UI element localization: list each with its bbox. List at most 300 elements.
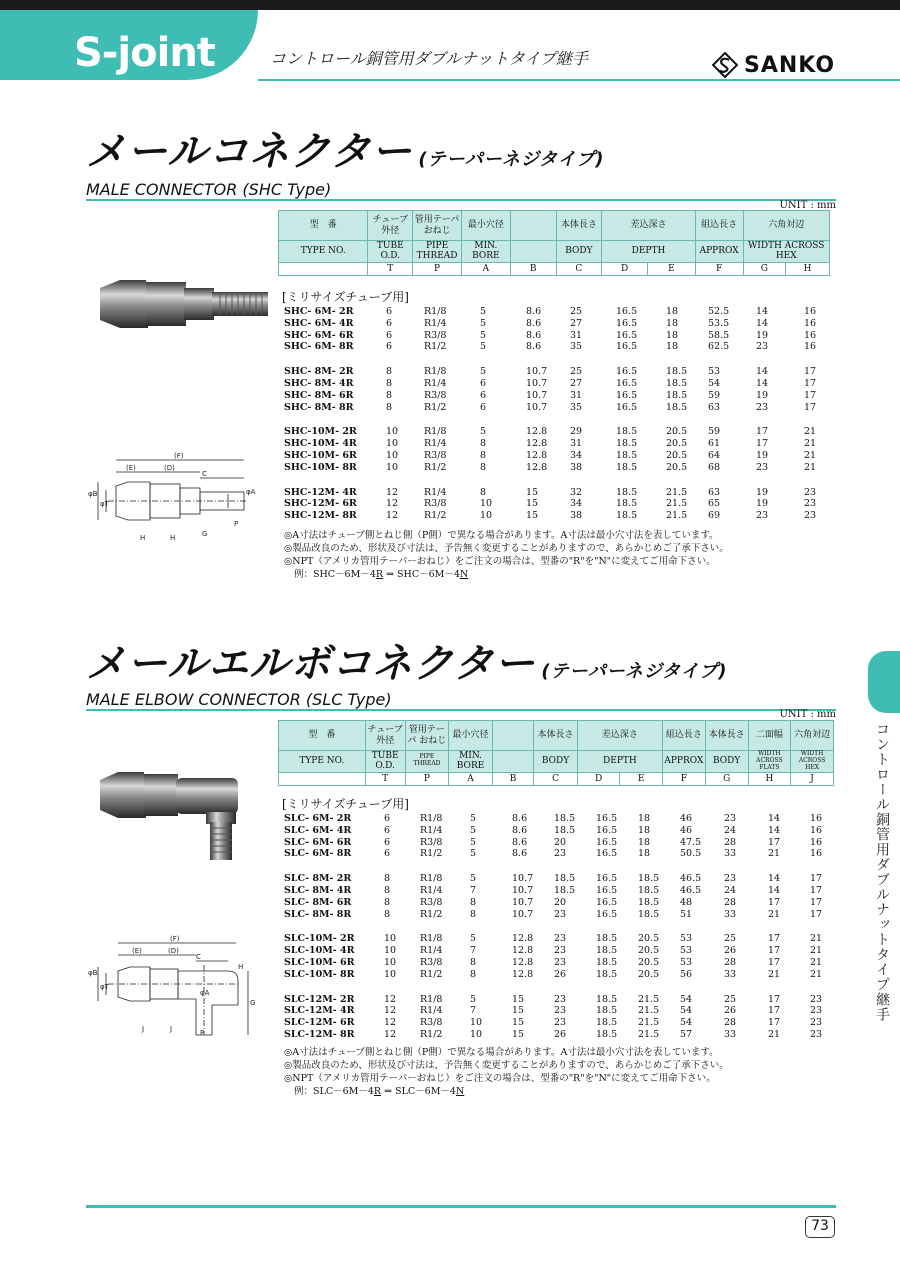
table-cell: 18.5 <box>616 498 638 510</box>
table-cell: 12.8 <box>512 945 534 957</box>
dim-label: C <box>196 953 201 961</box>
table-cell: 17 <box>768 956 781 968</box>
hdr-jp-blank <box>492 721 533 751</box>
table-cell: 8.6 <box>526 317 542 329</box>
table-cell: 14 <box>756 306 769 317</box>
table-cell: 21 <box>768 1028 781 1040</box>
table-cell: 31 <box>570 329 583 341</box>
table-cell: 18.5 <box>666 377 688 389</box>
table-cell: 18.5 <box>554 813 576 824</box>
table-cell: 20.5 <box>638 945 660 957</box>
part-number: SLC- 6M- 6R <box>284 836 352 848</box>
table-cell: 8.6 <box>512 813 528 824</box>
maker-name: SANKO <box>744 52 836 78</box>
catalog-subtitle: コントロール銅管用ダブルナットタイプ継手 <box>270 49 588 68</box>
section2-subheading: [ミリサイズチューブ用] <box>282 797 409 811</box>
table-cell: 5 <box>470 873 477 885</box>
part-number: SLC- 8M- 8R <box>284 908 352 920</box>
table-cell: 5 <box>480 341 487 353</box>
hdr-en-body2: BODY <box>705 751 748 773</box>
table-cell: 18.5 <box>596 956 618 968</box>
table-cell: 8.6 <box>512 824 528 836</box>
hdr-jp-body2: 本体長さ <box>705 721 748 751</box>
table-cell: 53 <box>708 366 721 378</box>
table-cell: 18 <box>638 824 651 836</box>
table-cell: R3/8 <box>424 389 447 401</box>
table-cell: 16.5 <box>616 306 638 317</box>
hdr-jp-depth: 差込深さ <box>602 211 696 241</box>
table-cell: 20 <box>554 836 567 848</box>
table-cell: 8.6 <box>512 848 528 860</box>
table-cell: 54 <box>708 377 721 389</box>
table-cell: R1/4 <box>420 945 443 957</box>
table-cell: 18.5 <box>638 884 660 896</box>
hdr-en-type: TYPE NO. <box>279 751 366 773</box>
table-cell: 21 <box>768 968 781 980</box>
table-cell: 24 <box>724 824 737 836</box>
table-cell: R1/4 <box>420 824 443 836</box>
table-cell: 38 <box>570 461 583 473</box>
table-cell: R1/2 <box>420 908 443 920</box>
hdr-en-type: TYPE NO. <box>279 241 368 263</box>
table-cell: 21 <box>804 438 817 450</box>
table-cell: R1/2 <box>424 401 447 413</box>
table-cell: 46 <box>680 824 693 836</box>
top-black-bar <box>0 0 900 10</box>
table-cell: 16.5 <box>596 884 618 896</box>
table-cell: 19 <box>756 329 769 341</box>
part-number: SHC- 6M- 8R <box>284 341 354 353</box>
hdr-letter: G <box>705 772 748 785</box>
dim-label: G <box>202 530 208 538</box>
part-number: SLC- 6M- 4R <box>284 824 352 836</box>
table-cell: 35 <box>570 341 583 353</box>
table-cell: 10.7 <box>512 884 534 896</box>
hdr-en-approx: APPROX <box>695 241 743 263</box>
part-number: SHC- 8M- 4R <box>284 377 354 389</box>
section1-rule <box>86 199 836 201</box>
table-cell: 21.5 <box>638 1028 660 1040</box>
example-n: N <box>459 569 469 580</box>
table-cell: R1/8 <box>424 426 447 438</box>
table-cell: 12 <box>386 498 399 510</box>
hdr-en-pipe: PIPE THREAD <box>413 241 462 263</box>
table-cell: 20.5 <box>638 933 660 945</box>
table-cell: 16 <box>810 836 823 848</box>
hdr-jp-hex: 六角対辺 <box>743 211 830 241</box>
dim-label: (F) <box>174 452 184 460</box>
table-cell: 8 <box>386 401 393 413</box>
hdr-letter: G <box>743 262 786 275</box>
table-cell: R1/8 <box>420 993 443 1005</box>
table-cell: R3/8 <box>424 498 447 510</box>
table-cell: 14 <box>768 873 781 885</box>
section1-title <box>86 120 604 177</box>
table-cell: 21 <box>810 933 823 945</box>
table-cell: 23 <box>554 933 567 945</box>
hdr-en-pipe: PIPE THREAD <box>405 751 449 773</box>
table-cell: 23 <box>554 1005 567 1017</box>
part-number: SHC- 6M- 4R <box>284 317 354 329</box>
example-text: 例：SHC－6M－4 <box>294 569 376 580</box>
table-cell: 46.5 <box>680 884 702 896</box>
table-cell: 23 <box>724 813 737 824</box>
dim-label: C <box>202 470 207 478</box>
table-cell: 17 <box>768 1005 781 1017</box>
dim-label: P <box>200 1029 205 1037</box>
table-cell: R1/8 <box>424 306 447 317</box>
example-n: N <box>455 1086 465 1097</box>
part-number: SLC-10M- 6R <box>284 956 355 968</box>
table-cell: 18.5 <box>616 438 638 450</box>
brand-banner <box>0 10 258 80</box>
table-cell: R1/8 <box>420 813 443 824</box>
table-cell: 23 <box>810 1028 823 1040</box>
section1-subheading: [ミリサイズチューブ用] <box>282 290 409 304</box>
table-cell: 23 <box>810 1017 823 1029</box>
table-cell: 68 <box>708 461 721 473</box>
part-number: SLC- 8M- 6R <box>284 896 352 908</box>
table-cell: 17 <box>804 389 817 401</box>
table-cell: 12.8 <box>512 956 534 968</box>
hdr-en-body: BODY <box>534 751 578 773</box>
table-cell: 47.5 <box>680 836 702 848</box>
table-cell: 16 <box>804 329 817 341</box>
table-cell: 20 <box>554 896 567 908</box>
table-cell: 10 <box>470 1017 483 1029</box>
section1-spec-header <box>278 210 830 276</box>
table-cell: 6 <box>386 341 393 353</box>
table-cell: 28 <box>724 1017 737 1029</box>
dim-label: P <box>234 520 239 528</box>
table-cell: R1/2 <box>424 510 447 522</box>
hdr-en-blank <box>510 241 556 263</box>
table-cell: 16 <box>804 306 817 317</box>
table-cell: 26 <box>554 1028 567 1040</box>
table-cell: R1/4 <box>424 438 447 450</box>
hdr-letter: E <box>647 262 695 275</box>
table-cell: 7 <box>470 945 477 957</box>
table-cell: 16.5 <box>596 836 618 848</box>
section1-title-jp: メールコネクター <box>86 129 413 175</box>
dim-label: (E) <box>132 947 142 955</box>
table-cell: 15 <box>512 993 525 1005</box>
table-cell: 16.5 <box>596 908 618 920</box>
table-cell: 10 <box>386 438 399 450</box>
male-elbow-connector-photo <box>98 762 248 862</box>
hdr-jp-flats: 二面幅 <box>748 721 791 751</box>
dim-label: (E) <box>126 464 136 472</box>
table-cell: 5 <box>470 836 477 848</box>
hdr-jp-bore: 最小穴径 <box>461 211 510 241</box>
table-cell: 23 <box>810 1005 823 1017</box>
dim-label: J <box>142 1025 145 1033</box>
table-cell: 23 <box>554 848 567 860</box>
dim-label: (F) <box>170 935 180 943</box>
table-cell: R1/2 <box>420 968 443 980</box>
table-cell: 63 <box>708 486 721 498</box>
table-cell: 12.8 <box>526 461 548 473</box>
table-cell: 18.5 <box>616 486 638 498</box>
table-cell: 16.5 <box>596 896 618 908</box>
dim-label: φT <box>100 500 109 508</box>
table-cell: 23 <box>804 510 817 522</box>
table-cell: 23 <box>804 486 817 498</box>
table-cell: 10 <box>384 968 397 980</box>
part-number: SLC-12M- 8R <box>284 1028 355 1040</box>
table-cell: 21 <box>768 908 781 920</box>
table-cell: 27 <box>570 317 583 329</box>
part-number: SLC-12M- 6R <box>284 1017 355 1029</box>
table-cell: 50.5 <box>680 848 702 860</box>
part-number: SHC- 8M- 8R <box>284 401 354 413</box>
dim-label: (D) <box>168 947 179 955</box>
table-cell: 18.5 <box>596 993 618 1005</box>
table-cell: 46 <box>680 813 693 824</box>
table-cell: 16.5 <box>596 848 618 860</box>
table-cell: 56 <box>680 968 693 980</box>
table-cell: 6 <box>480 401 487 413</box>
table-cell: R3/8 <box>420 956 443 968</box>
table-cell: 8.6 <box>526 306 542 317</box>
table-cell: 27 <box>570 377 583 389</box>
table-cell: 18 <box>638 836 651 848</box>
table-cell: R1/2 <box>424 461 447 473</box>
table-cell: 8 <box>480 461 487 473</box>
table-cell: 19 <box>756 486 769 498</box>
dim-label: H <box>140 534 146 542</box>
table-cell: 18.5 <box>666 401 688 413</box>
table-cell: 16 <box>804 317 817 329</box>
hdr-en-bore: MIN. BORE <box>449 751 493 773</box>
section1-title-paren: (テーパーネジタイプ) <box>418 149 605 170</box>
table-cell: 17 <box>804 366 817 378</box>
table-cell: 8 <box>480 438 487 450</box>
table-cell: 5 <box>480 329 487 341</box>
table-cell: 15 <box>512 1028 525 1040</box>
table-cell: 17 <box>810 884 823 896</box>
table-cell: 10 <box>386 449 399 461</box>
table-cell: 19 <box>756 389 769 401</box>
table-cell: 10 <box>384 933 397 945</box>
section2-title-jp: メールエルボコネクター <box>86 641 536 687</box>
table-cell: R1/4 <box>420 1005 443 1017</box>
sanko-mark-icon <box>712 52 738 78</box>
table-cell: 69 <box>708 510 721 522</box>
table-cell: 32 <box>570 486 583 498</box>
table-cell: 18.5 <box>554 884 576 896</box>
table-cell: 23 <box>756 401 769 413</box>
table-cell: 20.5 <box>666 449 688 461</box>
table-cell: 14 <box>756 377 769 389</box>
table-cell: 23 <box>554 945 567 957</box>
table-cell: 10.7 <box>526 389 548 401</box>
table-cell: 17 <box>768 1017 781 1029</box>
table-cell: 17 <box>810 896 823 908</box>
hdr-jp-hex: 六角対辺 <box>791 721 834 751</box>
hdr-en-bore: MIN. BORE <box>461 241 510 263</box>
hdr-en-depth: DEPTH <box>577 751 662 773</box>
note-example <box>284 568 729 581</box>
part-number: SHC- 6M- 2R <box>284 306 354 317</box>
part-number: SHC-12M- 6R <box>284 498 357 510</box>
table-cell: 20.5 <box>666 426 688 438</box>
male-connector-photo <box>96 268 272 340</box>
table-cell: 5 <box>470 813 477 824</box>
table-cell: 6 <box>386 306 393 317</box>
table-cell: 12 <box>386 510 399 522</box>
table-cell: 5 <box>480 366 487 378</box>
table-cell: 10.7 <box>526 377 548 389</box>
table-cell: 28 <box>724 956 737 968</box>
hdr-letter-blank <box>279 262 368 275</box>
table-cell: 54 <box>680 993 693 1005</box>
hdr-letter: D <box>602 262 648 275</box>
table-cell: 21.5 <box>666 510 688 522</box>
table-cell: 18.5 <box>666 389 688 401</box>
section2-title <box>86 632 727 689</box>
table-cell: 61 <box>708 438 721 450</box>
table-cell: 17 <box>768 945 781 957</box>
table-cell: 18.5 <box>638 873 660 885</box>
table-cell: 15 <box>526 510 539 522</box>
hdr-en-depth: DEPTH <box>602 241 696 263</box>
table-cell: 12.8 <box>526 438 548 450</box>
table-cell: 16.5 <box>616 389 638 401</box>
hdr-jp-body: 本体長さ <box>556 211 602 241</box>
section2-rule <box>86 709 836 711</box>
table-cell: R1/2 <box>420 848 443 860</box>
part-number: SHC-12M- 8R <box>284 510 357 522</box>
table-cell: 15 <box>512 1005 525 1017</box>
part-number: SLC-10M- 8R <box>284 968 355 980</box>
table-cell: 10 <box>480 498 493 510</box>
table-cell: 23 <box>756 341 769 353</box>
table-cell: 21.5 <box>638 993 660 1005</box>
section2-title-paren: (テーパーネジタイプ) <box>541 661 728 682</box>
note-line: ◎A寸法はチューブ側とねじ側（P側）で異なる場合があります。A寸法は最小穴寸法を表しています。 <box>284 530 719 541</box>
table-cell: 16.5 <box>596 824 618 836</box>
table-cell: 18.5 <box>638 896 660 908</box>
table-cell: 10 <box>384 945 397 957</box>
table-cell: 23 <box>810 993 823 1005</box>
table-cell: 23 <box>554 908 567 920</box>
table-cell: 18.5 <box>596 1028 618 1040</box>
table-cell: 54 <box>680 1005 693 1017</box>
table-cell: 12 <box>384 1028 397 1040</box>
table-cell: 26 <box>724 945 737 957</box>
table-cell: 15 <box>526 498 539 510</box>
hdr-jp-tube: チューブ 外径 <box>368 211 413 241</box>
hdr-jp-approx: 組込長さ <box>662 721 705 751</box>
table-cell: 18.5 <box>616 449 638 461</box>
table-cell: 24 <box>724 884 737 896</box>
table-cell: 18.5 <box>616 426 638 438</box>
hdr-letter: T <box>365 772 405 785</box>
table-cell: 16.5 <box>596 873 618 885</box>
hdr-letter: B <box>510 262 556 275</box>
table-cell: 5 <box>470 993 477 1005</box>
part-number: SLC-10M- 2R <box>284 933 355 945</box>
table-cell: 10.7 <box>526 366 548 378</box>
example-text: ⇒ SHC－6M－4 <box>383 569 460 580</box>
table-cell: 5 <box>470 848 477 860</box>
table-cell: 48 <box>680 896 693 908</box>
table-cell: 59 <box>708 389 721 401</box>
table-cell: 25 <box>724 993 737 1005</box>
hdr-jp-pipe: 管用テーパ おねじ <box>413 211 462 241</box>
note-line: ◎A寸法はチューブ側とねじ側（P側）で異なる場合があります。A寸法は最小穴寸法を表しています。 <box>284 1047 719 1058</box>
dim-label: φA <box>246 488 256 496</box>
table-cell: 51 <box>680 908 693 920</box>
table-cell: 23 <box>554 993 567 1005</box>
hdr-en-tube: TUBE O.D. <box>368 241 413 263</box>
note-line: ◎製品改良のため、形状及び寸法は、予告無く変更することがありますので、あらかじめご了承下さい。 <box>284 1060 729 1071</box>
table-cell: 23 <box>756 461 769 473</box>
table-cell: 34 <box>570 498 583 510</box>
table-cell: 14 <box>768 884 781 896</box>
footer-rule <box>86 1205 836 1208</box>
hdr-en-flats: WIDTH ACROSS FLATS <box>748 751 791 773</box>
hdr-jp-pipe: 管用テーパ おねじ <box>405 721 449 751</box>
part-number: SHC-10M- 2R <box>284 426 357 438</box>
example-r: R <box>375 569 384 580</box>
dim-label: H <box>238 963 244 971</box>
page-number: 73 <box>805 1216 835 1238</box>
table-cell: 19 <box>756 449 769 461</box>
part-number: SHC- 8M- 6R <box>284 389 354 401</box>
table-cell: 21.5 <box>638 1017 660 1029</box>
table-cell: 16.5 <box>616 329 638 341</box>
section2-spec-header <box>278 720 834 786</box>
hdr-letter: H <box>786 262 830 275</box>
table-cell: 18 <box>666 329 679 341</box>
part-number: SHC-10M- 8R <box>284 461 357 473</box>
hdr-jp-type: 型 番 <box>279 211 368 241</box>
table-cell: 10 <box>480 510 493 522</box>
hdr-letter: F <box>662 772 705 785</box>
table-cell: 33 <box>724 848 737 860</box>
table-cell: 12.8 <box>526 426 548 438</box>
hdr-letter: E <box>620 772 662 785</box>
table-cell: 53 <box>680 956 693 968</box>
table-cell: 12 <box>384 1017 397 1029</box>
hdr-letter: F <box>695 262 743 275</box>
part-number: SLC- 8M- 2R <box>284 873 352 885</box>
table-cell: 8 <box>480 486 487 498</box>
dim-label: φT <box>100 983 109 991</box>
hdr-letter: C <box>556 262 602 275</box>
table-cell: 15 <box>526 486 539 498</box>
table-cell: R1/4 <box>420 884 443 896</box>
male-elbow-dimension-drawing <box>88 935 256 1037</box>
table-cell: R3/8 <box>424 449 447 461</box>
table-cell: 10.7 <box>526 401 548 413</box>
table-cell: 8.6 <box>526 329 542 341</box>
table-cell: 23 <box>804 498 817 510</box>
table-cell: 23 <box>756 510 769 522</box>
table-cell: 25 <box>724 933 737 945</box>
hdr-letter: H <box>748 772 791 785</box>
table-cell: 18.5 <box>596 1005 618 1017</box>
table-cell: R3/8 <box>420 836 443 848</box>
table-cell: 8 <box>386 366 393 378</box>
table-cell: 20.5 <box>638 968 660 980</box>
hdr-letter: J <box>791 772 834 785</box>
table-cell: 8 <box>384 896 391 908</box>
table-cell: 15 <box>512 1017 525 1029</box>
table-cell: 18 <box>666 306 679 317</box>
